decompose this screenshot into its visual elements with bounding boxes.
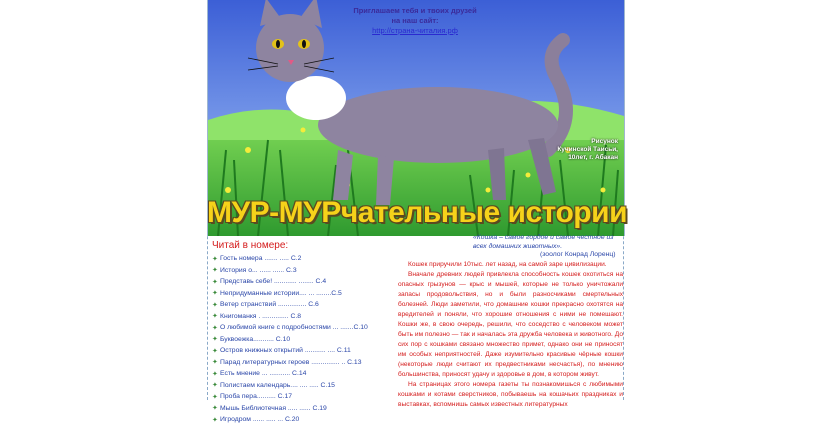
toc-item[interactable] (212, 357, 392, 369)
toc-item-label: Книгоманкя . .............. С.8 (220, 312, 302, 320)
toc-item-label: Проба пера.......... С.17 (220, 393, 293, 401)
bullet-icon (212, 416, 220, 424)
invite-line-2: на наш сайт: (391, 16, 439, 25)
toc-item-label: Ветер странствий ............... С.6 (220, 301, 319, 309)
bullet-icon (212, 347, 220, 355)
site-link[interactable]: http://страна-читалия.рф (372, 26, 458, 35)
credit-line-1: Рисунок (591, 138, 618, 145)
epigraph-quote: «Кошка – самое гордое и самое честное из всех домашних животных». (473, 234, 614, 250)
bullet-icon (212, 278, 220, 286)
page-title: МУР-МУРчательные истории (207, 196, 628, 229)
article-paragraph-2: На страницах этого номера газеты ты познакомишься с любимыми кошками и котами сверстников, побываешь на кошачьих праздниках и выставках, вспомнишь самых известных литературных (398, 381, 623, 408)
toc-item[interactable] (212, 345, 392, 357)
toc-item-label: Игродром ...... ..... ... С.20 (220, 416, 300, 424)
credit-line-3: 10лет, г. Абакан (568, 154, 618, 161)
toc-item[interactable] (212, 403, 392, 415)
toc-item[interactable] (212, 334, 392, 346)
bullet-icon (212, 324, 220, 332)
toc-item[interactable] (212, 253, 392, 265)
toc-item-label: Непридуманные истории.... ... ........С.5 (220, 289, 342, 297)
toc-item[interactable] (212, 299, 392, 311)
toc-item-label: Мышь Библиотечная ..... ...... С.19 (220, 404, 327, 412)
toc-item-label: История о... ...... ...... С.3 (220, 266, 297, 274)
toc-item[interactable] (212, 368, 392, 380)
epigraph-author: (зоолог Конрад Лоренц) (540, 251, 616, 258)
toc-item-label: О любимой книге с подробностями ... .......С.10 (220, 324, 368, 332)
toc-item[interactable] (212, 276, 392, 288)
bullet-icon (212, 289, 220, 297)
bullet-icon (212, 404, 220, 412)
toc-item[interactable] (212, 391, 392, 403)
article-lead: Кошек приручили 10тыс. лет назад, на самой заре цивилизации. (408, 261, 607, 268)
bullet-icon (212, 266, 220, 274)
toc-item[interactable] (212, 380, 392, 392)
article-paragraph-1: Вначале древних людей привлекла способность кошек охотиться на опасных грызунов — крыс и мышей, которые не только уничтожали запасы продовольствия, но и были разносчиками смертельных болезней. Люди заметили, что домашние кошки прекрасно охотятся на вредителей и поняли, что хорошие отношения с ними не помешают. Кошки же, в свою очередь, решили, что соседство с человеком может быть им полезно — так и началась эта дружба человека и животного. До сих пор с кошками связано множество примет, однако они не приносят им особых неприятностей. Даже изумительно красивые чёрные кошки (некоторые люди считают их предвестниками несчастья), по мнению большинства, приносят удачу и здоровье в дом, в котором живут. (398, 271, 623, 378)
drawing-credit (548, 138, 618, 162)
invite-line-1: Приглашаем тебя и твоих друзей (353, 6, 477, 15)
toc-item-label: Гость номера ....... ..... С.2 (220, 255, 302, 263)
bullet-icon (212, 381, 220, 389)
bullet-icon (212, 358, 220, 366)
toc-item[interactable] (212, 288, 392, 300)
bullet-icon (212, 335, 220, 343)
toc-item-label: Буквоежка........... С.10 (220, 335, 291, 343)
table-of-contents (212, 240, 392, 426)
credit-line-2: Кучинской Таисьи, (557, 146, 618, 153)
toc-item[interactable] (212, 265, 392, 277)
toc-item-label: Представь себе! ............ ........ С.4 (220, 278, 327, 286)
toc-item[interactable] (212, 322, 392, 334)
toc-item-label: Остров книжных открытий ........... .... С.11 (220, 347, 351, 355)
toc-item-label: Полистаем календарь.... .... ..... С.15 (220, 381, 335, 389)
bullet-icon (212, 255, 220, 263)
bullet-icon (212, 312, 220, 320)
site-invitation (207, 6, 623, 36)
toc-item-label: Парад литературных героев ............... .. С.13 (220, 358, 362, 366)
toc-item-label: Есть мнение ... ........... С.14 (220, 370, 307, 378)
article-body (398, 260, 623, 410)
toc-heading: Читай в номере: (212, 240, 289, 251)
bullet-icon (212, 370, 220, 378)
bullet-icon (212, 301, 220, 309)
toc-item[interactable] (212, 311, 392, 323)
toc-item[interactable] (212, 414, 392, 426)
